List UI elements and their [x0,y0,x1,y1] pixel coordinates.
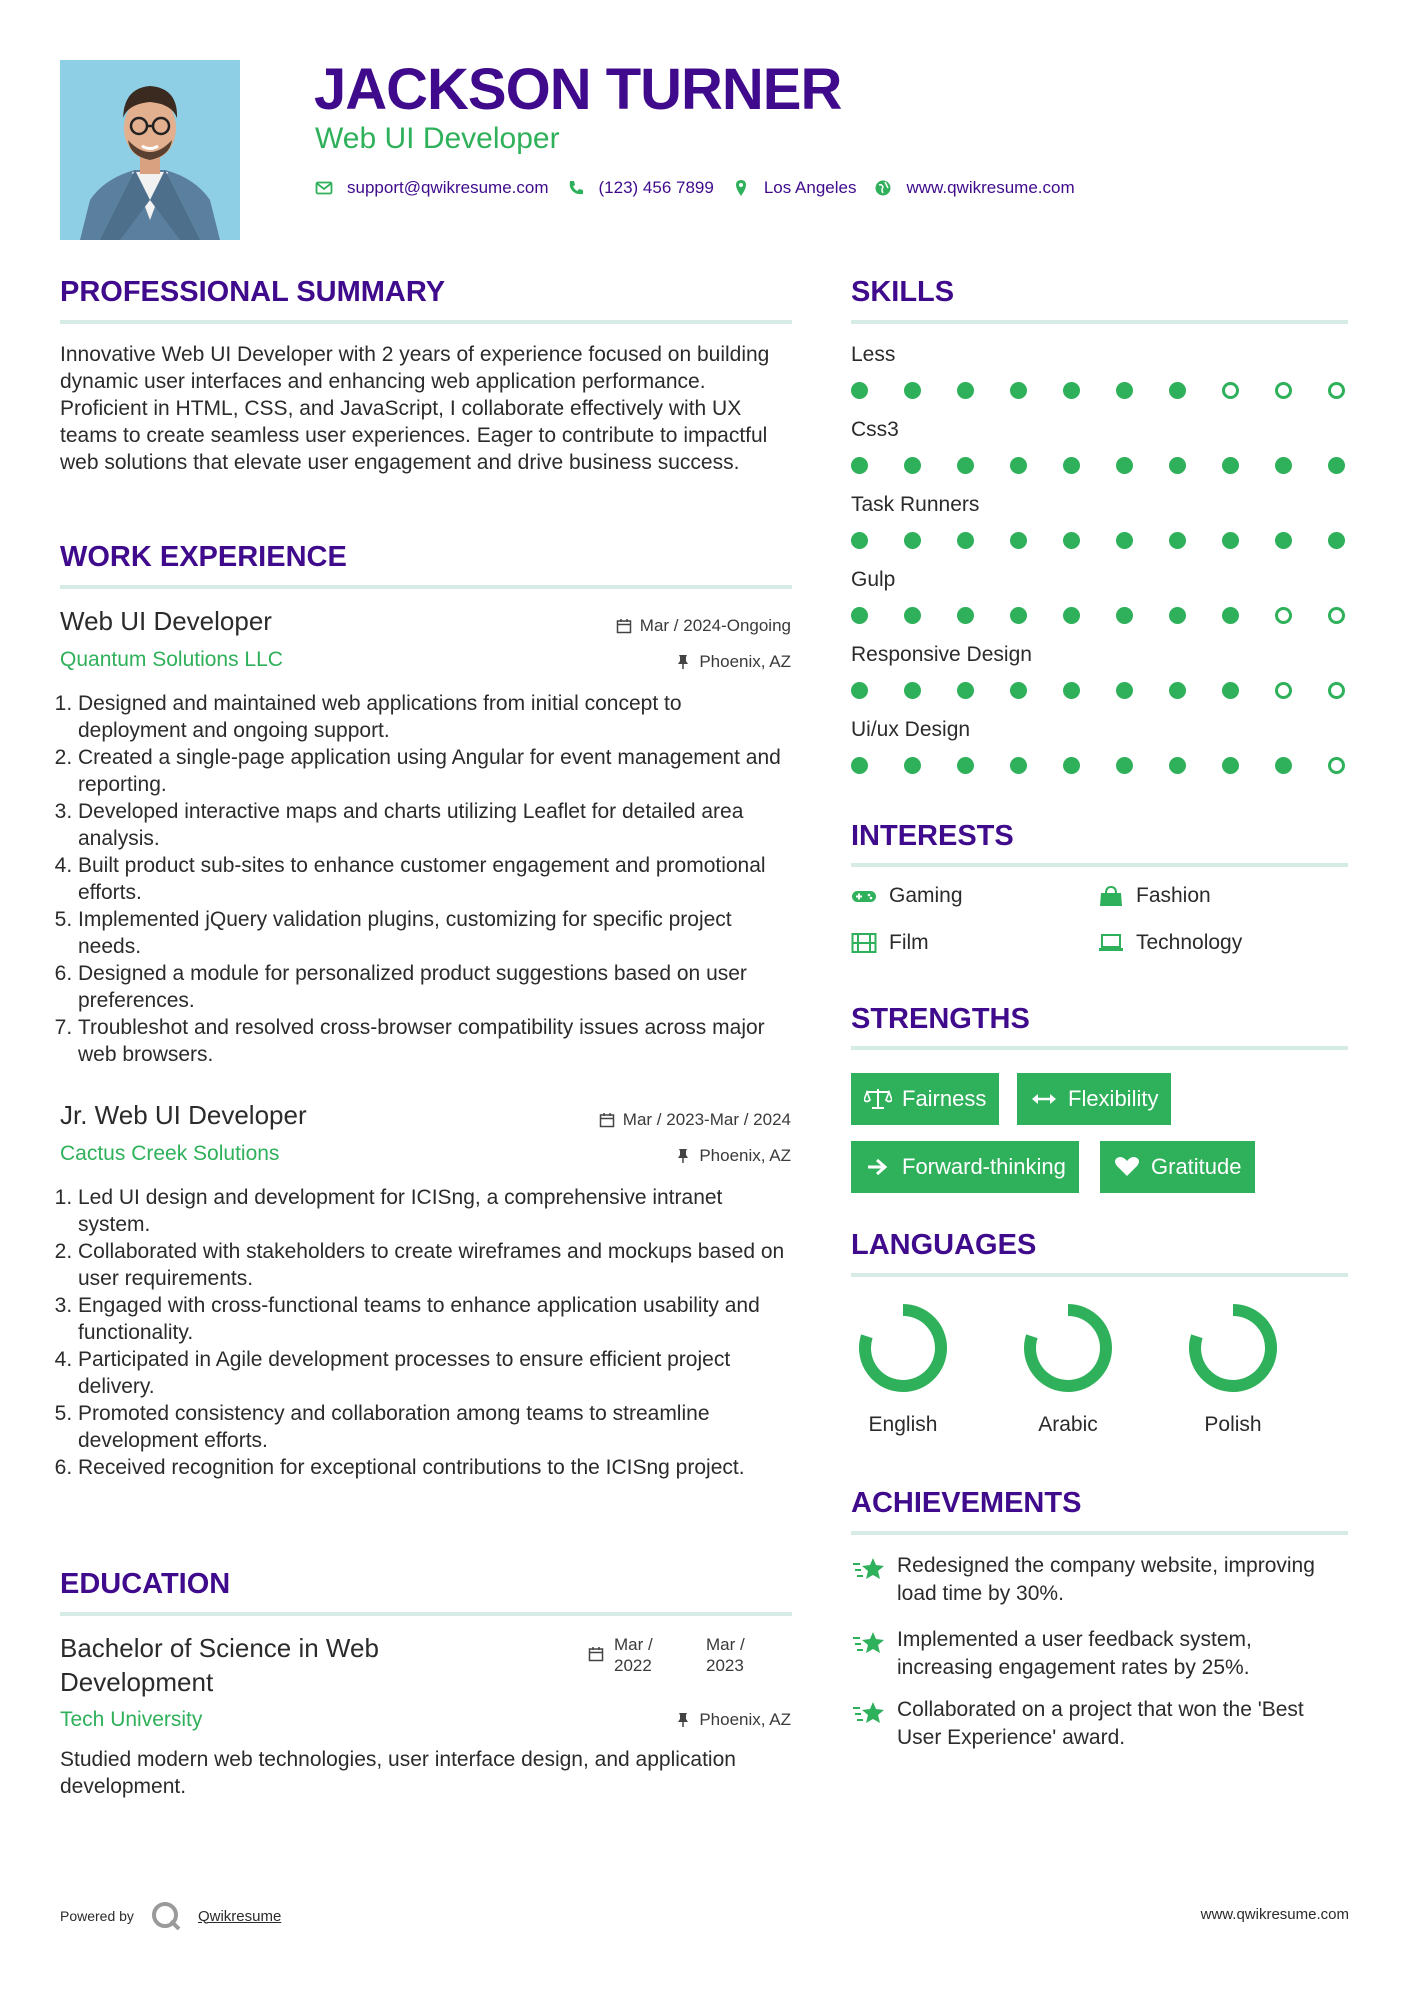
arrows-horizontal-icon [1030,1087,1058,1111]
language-label: Polish [1204,1413,1262,1436]
skill-dot-filled [1275,457,1292,474]
skill-dot-filled [904,607,921,624]
interest-item [851,884,963,908]
list-item: 7. Troubleshot and resolved cross-browser compatibility issues across major web browsers. [78,1014,795,1068]
achievement-text: Implemented a user feedback system, increasing engagement rates by 25%. [897,1628,1252,1679]
skill-dot-filled [1275,532,1292,549]
job-title: Web UI Developer [60,606,272,636]
skill-dot-filled [957,532,974,549]
shopping-bag-icon [1098,885,1124,907]
footer-powered-by [60,1900,281,1932]
footer-website[interactable]: www.qwikresume.com [1200,1906,1349,1923]
skill-dot-filled [851,757,868,774]
interests-divider [851,863,1348,867]
candidate-name: JACKSON TURNER [314,57,842,122]
skill-dot-filled [904,682,921,699]
list-item: 1. Led UI design and development for ICISng, a comprehensive intranet system. [78,1184,795,1238]
phone-text[interactable]: (123) 456 7899 [598,178,714,197]
strength-label: Forward-thinking [902,1154,1066,1179]
education-heading: EDUCATION [60,1568,231,1600]
skill-dot-filled [1063,532,1080,549]
skill-dot-empty [1222,382,1239,399]
job-location [675,652,791,672]
summary-heading: PROFESSIONAL SUMMARY [60,276,446,308]
skill-dot-filled [1169,682,1186,699]
job-dates-text: Mar / 2024-Ongoing [639,616,791,635]
list-item: 6. Designed a module for personalized product suggestions based on user preferences. [78,960,795,1014]
skill-name: Css3 [851,418,899,441]
skill-dot-filled [1169,757,1186,774]
skill-dot-filled [851,682,868,699]
skill-dot-filled [1169,607,1186,624]
skill-dot-filled [904,457,921,474]
list-item: 1. Designed and maintained web applications from initial concept to deployment and ongoing support. [78,690,795,744]
language-label: English [868,1413,938,1436]
strengths-divider [851,1046,1348,1050]
strength-label: Gratitude [1151,1154,1242,1179]
pushpin-icon [675,1148,691,1164]
skill-dot-filled [957,757,974,774]
pushpin-icon [675,654,691,670]
skill-dot-filled [1222,457,1239,474]
skill-dot-filled [957,607,974,624]
skill-dot-filled [1222,607,1239,624]
achievement-item [851,1552,1331,1608]
skill-dot-filled [904,532,921,549]
job-title: Jr. Web UI Developer [60,1100,307,1130]
skill-dot-empty [1275,382,1292,399]
film-icon [851,932,877,954]
skill-dot-filled [1063,457,1080,474]
skill-rating [851,607,1345,624]
skill-dot-filled [1010,607,1027,624]
strength-label: Flexibility [1068,1086,1159,1111]
strength-tag [851,1141,1079,1193]
heart-icon [1113,1155,1141,1179]
interest-label: Film [889,931,929,954]
list-item: 4. Participated in Agile development processes to ensure efficient project delivery. [78,1346,795,1400]
skill-dot-filled [957,382,974,399]
skills-heading: SKILLS [851,276,955,308]
shooting-star-icon [851,1628,887,1658]
skill-dot-empty [1275,682,1292,699]
job-dates-text: Mar / 2023-Mar / 2024 [622,1110,791,1129]
shooting-star-icon [851,1554,887,1584]
list-item: 3. Engaged with cross-functional teams to enhance application usability and functionality. [78,1292,795,1346]
job-location-text: Phoenix, AZ [699,652,791,671]
language-level-arc [1030,1310,1106,1386]
website-text[interactable]: www.qwikresume.com [906,178,1075,197]
skill-dot-filled [851,457,868,474]
strengths-heading: STRENGTHS [851,1003,1030,1035]
skill-dot-filled [1169,382,1186,399]
qwikresume-logo-icon [150,1900,182,1932]
summary-text: Innovative Web UI Developer with 2 years of experience focused on building dynamic user interfaces and enhancing web application performance. Proficient in HTML, CSS, and JavaScript, I collaborate effectively with UX teams to create seamless user experiences. Eager to contribute to impactful web solutions that elevate user engagement and drive business success. [60,343,770,474]
calendar-icon [616,618,632,634]
skill-dot-filled [1063,607,1080,624]
map-marker-icon [732,179,750,197]
calendar-icon [599,1112,615,1128]
footer-brand-link[interactable]: Qwikresume [197,1907,282,1925]
achievement-text: Collaborated on a project that won the 'Best User Experience' award. [897,1698,1304,1749]
arrow-right-icon [864,1155,892,1179]
skill-dot-filled [904,382,921,399]
contact-website[interactable] [874,178,1074,198]
job-company: Cactus Creek Solutions [60,1142,280,1165]
list-item: 5. Implemented jQuery validation plugins, customizing for specific project needs. [78,906,795,960]
education-divider [60,1612,792,1616]
pushpin-icon [675,1712,691,1728]
skill-dot-filled [1275,757,1292,774]
school-name: Tech University [60,1708,203,1731]
education-end-date: Mar / 2023 [706,1635,745,1675]
skill-dot-empty [1328,607,1345,624]
job-dates [616,616,791,636]
interests-heading: INTERESTS [851,820,1014,852]
language-level-ring [1018,1298,1118,1398]
skill-name: Responsive Design [851,643,1032,666]
list-item: 3. Developed interactive maps and charts utilizing Leaflet for detailed area analysis. [78,798,795,852]
job-duties-list [60,690,795,1068]
strength-tag [851,1073,999,1125]
contact-email[interactable] [315,178,549,198]
skill-name: Task Runners [851,493,980,516]
languages-divider [851,1273,1348,1277]
skill-name: Ui/ux Design [851,718,971,741]
education-location [675,1710,791,1730]
skill-dot-filled [1010,757,1027,774]
degree-title: Bachelor of Science in Web Development [60,1633,379,1697]
languages-heading: LANGUAGES [851,1229,1037,1261]
skill-dot-filled [1116,682,1133,699]
skill-dot-empty [1328,682,1345,699]
strength-tag [1017,1073,1171,1125]
education-start-date: Mar / 2022 [614,1635,653,1675]
achievements-divider [851,1531,1348,1535]
skill-dot-filled [1222,532,1239,549]
skills-divider [851,320,1348,324]
achievement-item [851,1696,1331,1752]
education-location-text: Phoenix, AZ [699,1710,791,1729]
strength-tag [1100,1141,1255,1193]
skill-rating [851,457,1345,474]
language-level-arc [1195,1310,1271,1386]
balance-scale-icon [864,1087,892,1111]
skill-dot-filled [1169,457,1186,474]
gamepad-icon [851,885,877,907]
skill-dot-filled [1116,382,1133,399]
skill-dot-filled [851,382,868,399]
contact-bar [315,178,1093,198]
skill-dot-filled [1010,382,1027,399]
interest-label: Technology [1136,931,1243,954]
envelope-icon [315,179,333,197]
skill-dot-empty [1328,382,1345,399]
skill-dot-filled [1063,682,1080,699]
email-text[interactable]: support@qwikresume.com [347,178,549,197]
skill-dot-filled [1010,457,1027,474]
skill-dot-empty [1275,607,1292,624]
powered-by-text: Powered by [60,1908,134,1924]
experience-heading: WORK EXPERIENCE [60,541,347,573]
summary-divider [60,320,792,324]
job-dates [599,1110,791,1130]
skill-dot-filled [851,532,868,549]
skill-dot-filled [851,607,868,624]
interest-item [1098,884,1211,908]
skill-dot-filled [957,457,974,474]
language-level-ring [1183,1298,1283,1398]
skill-dot-filled [957,682,974,699]
skill-dot-filled [1010,682,1027,699]
skill-rating [851,532,1345,549]
skill-dot-filled [1116,607,1133,624]
achievement-item [851,1626,1331,1682]
laptop-icon [1098,932,1124,954]
skill-dot-filled [1010,532,1027,549]
calendar-icon [588,1646,604,1662]
experience-divider [60,585,792,589]
list-item: 5. Promoted consistency and collaboration among teams to streamline development efforts. [78,1400,795,1454]
job-location [675,1146,791,1166]
skill-dot-filled [1222,757,1239,774]
job-duties-list [60,1184,795,1481]
language-label: Arabic [1038,1413,1098,1436]
skill-dot-empty [1328,757,1345,774]
contact-location [732,178,857,198]
language-level-ring [853,1298,953,1398]
list-item: 4. Built product sub-sites to enhance customer engagement and promotional efforts. [78,852,795,906]
interest-label: Gaming [889,884,963,907]
skill-rating [851,682,1345,699]
interest-item [1098,931,1242,955]
job-location-text: Phoenix, AZ [699,1146,791,1165]
skill-rating [851,382,1345,399]
profile-photo [60,60,240,240]
achievement-text: Redesigned the company website, improving load time by 30%. [897,1554,1315,1605]
skill-name: Less [851,343,896,366]
interest-item [851,931,929,955]
skill-dot-filled [1116,532,1133,549]
language-level-arc [865,1310,941,1386]
list-item: 2. Created a single-page application using Angular for event management and reporting. [78,744,795,798]
globe-icon [874,179,892,197]
skill-dot-filled [1222,682,1239,699]
education-description: Studied modern web technologies, user interface design, and application development. [60,1748,736,1798]
education-dates [588,1634,766,1676]
skill-dot-filled [904,757,921,774]
skill-dot-filled [1116,457,1133,474]
strength-label: Fairness [902,1086,987,1111]
skill-dot-filled [1328,532,1345,549]
skill-name: Gulp [851,568,896,591]
list-item: 6. Received recognition for exceptional contributions to the ICISng project. [78,1454,795,1481]
contact-phone[interactable] [567,178,714,198]
skill-dot-filled [1169,532,1186,549]
achievements-heading: ACHIEVEMENTS [851,1487,1082,1519]
skill-dot-filled [1116,757,1133,774]
skill-dot-filled [1063,382,1080,399]
phone-icon [567,179,585,197]
location-text: Los Angeles [763,178,857,197]
job-company: Quantum Solutions LLC [60,648,283,671]
interest-label: Fashion [1136,884,1211,907]
shooting-star-icon [851,1698,887,1728]
skill-rating [851,757,1345,774]
skill-dot-filled [1328,457,1345,474]
skill-dot-filled [1063,757,1080,774]
list-item: 2. Collaborated with stakeholders to create wireframes and mockups based on user requirements. [78,1238,795,1292]
candidate-title: Web UI Developer [315,122,560,155]
